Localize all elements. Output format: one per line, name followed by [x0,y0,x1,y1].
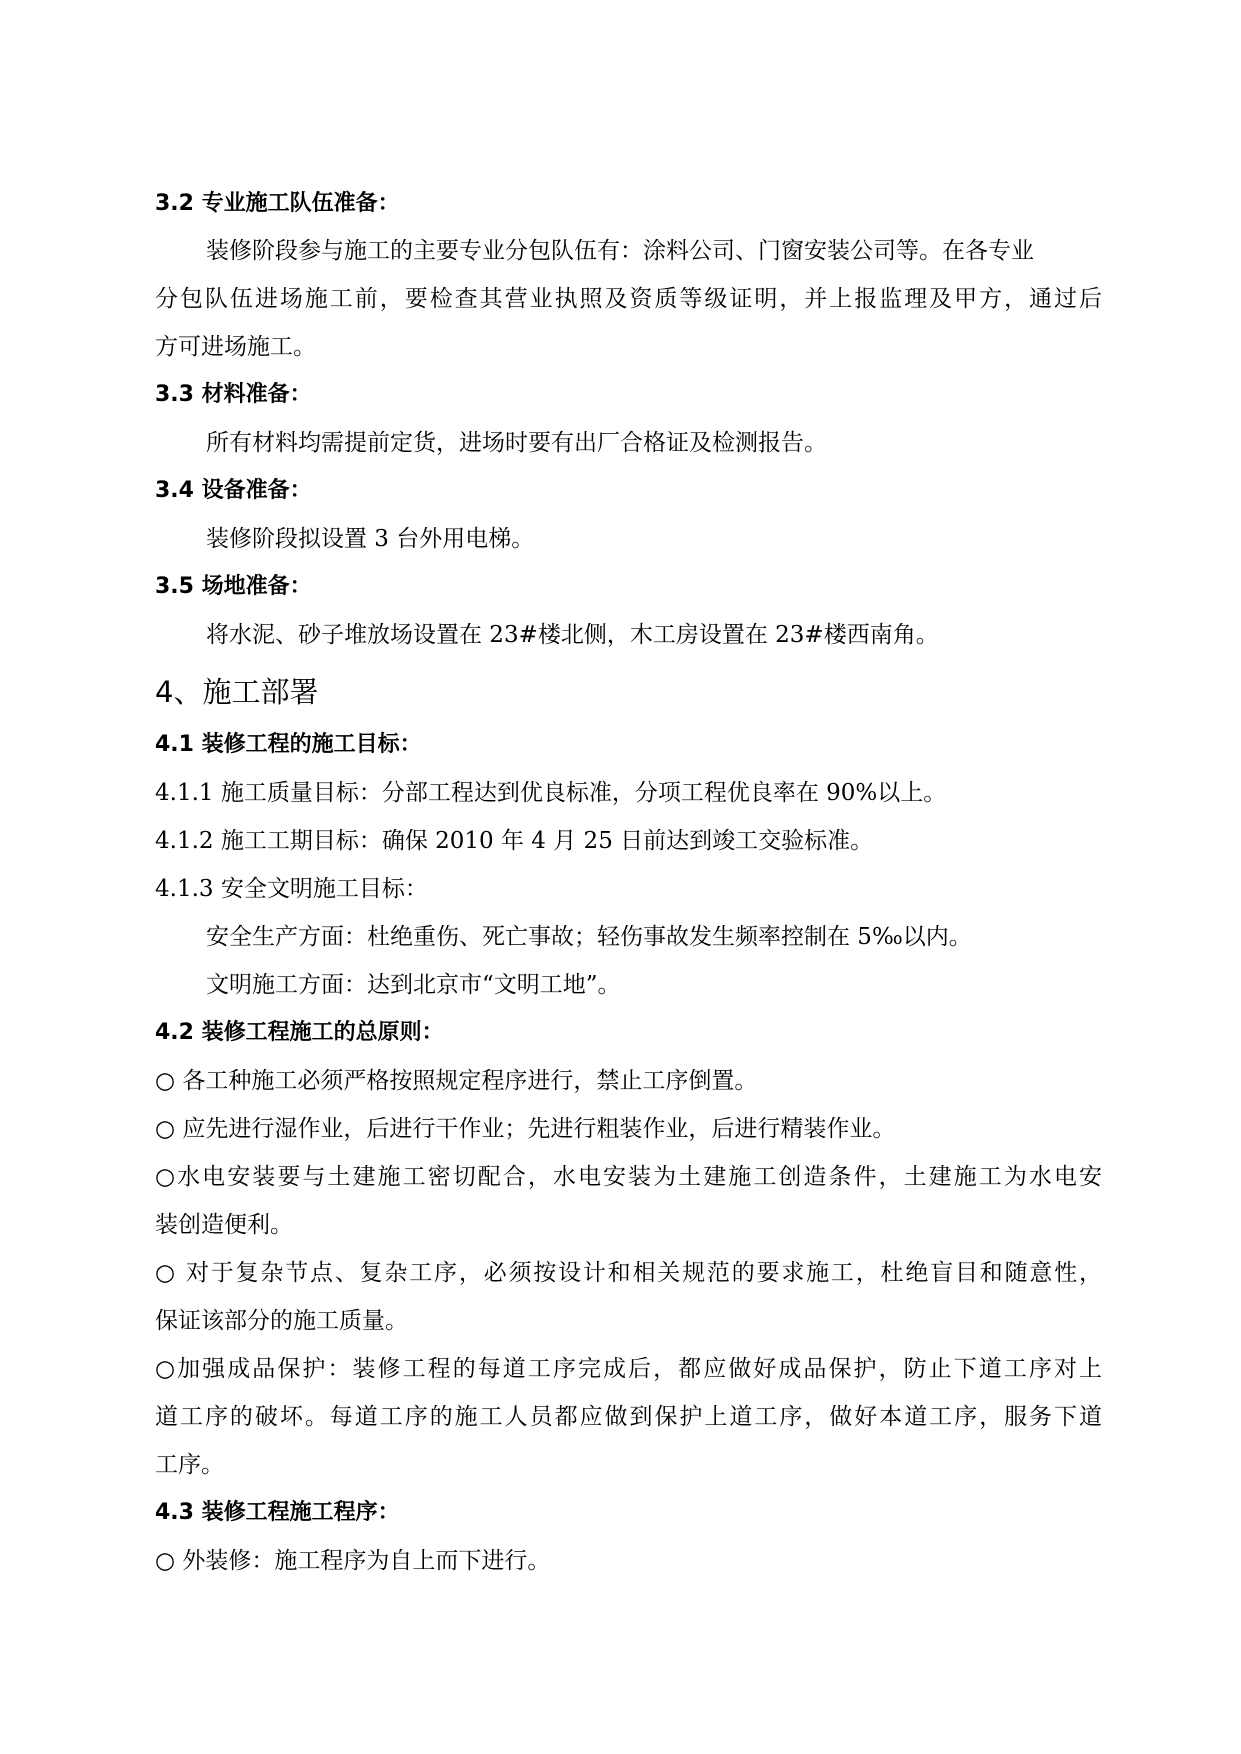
principle-bullet: ○加强成品保护：装修工程的每道工序完成后，都应做好成品保护，防止下道工序对上 [155,1356,1102,1382]
section-4-1-1-item: 4.1.1 施工质量目标：分部工程达到优良标准，分项工程优良率在 90%以上。 [155,780,947,806]
principle-bullet-continuation: 保证该部分的施工质量。 [155,1308,408,1334]
principle-bullet: ○水电安装要与土建施工密切配合，水电安装为土建施工创造条件，土建施工为水电安 [155,1164,1102,1190]
section-3-2-paragraph-line: 分包队伍进场施工前，要检查其营业执照及资质等级证明，并上报监理及甲方，通过后 [155,286,1102,312]
section-4-1-3-item: 4.1.3 安全文明施工目标： [155,876,428,902]
section-3-4-paragraph: 装修阶段拟设置 3 台外用电梯。 [206,526,535,552]
principle-bullet: ○ 对于复杂节点、复杂工序，必须按设计和相关规范的要求施工，杜绝盲目和随意性， [155,1260,1102,1286]
principle-bullet: ○ 应先进行湿作业，后进行干作业；先进行粗装作业，后进行精装作业。 [155,1116,896,1142]
section-3-5-paragraph: 将水泥、砂子堆放场设置在 23#楼北侧，木工房设置在 23#楼西南角。 [206,622,939,648]
section-3-5-heading: 3.5 场地准备： [155,574,312,599]
safety-target-line: 安全生产方面：杜绝重伤、死亡事故；轻伤事故发生频率控制在 5‰以内。 [206,924,972,950]
section-3-3-paragraph: 所有材料均需提前定货，进场时要有出厂合格证及检测报告。 [206,430,827,456]
section-4-2-heading: 4.2 装修工程施工的总原则： [155,1020,444,1045]
procedure-bullet: ○ 外装修：施工程序为自上而下进行。 [155,1548,551,1574]
section-4-heading: 4、施工部署 [155,675,319,709]
section-3-2-paragraph-line: 装修阶段参与施工的主要专业分包队伍有：涂料公司、门窗安装公司等。在各专业 [206,238,1034,264]
principle-bullet-continuation: 工序。 [155,1452,224,1478]
civilized-target-line: 文明施工方面：达到北京市“文明工地”。 [206,972,621,998]
principle-bullet-continuation: 道工序的破坏。每道工序的施工人员都应做到保护上道工序，做好本道工序，服务下道 [155,1404,1102,1430]
section-3-4-heading: 3.4 设备准备： [155,478,312,503]
section-4-1-heading: 4.1 装修工程的施工目标： [155,732,422,757]
principle-bullet-continuation: 装创造便利。 [155,1212,293,1238]
section-4-1-2-item: 4.1.2 施工工期目标：确保 2010 年 4 月 25 日前达到竣工交验标准。 [155,828,874,854]
section-4-3-heading: 4.3 装修工程施工程序： [155,1500,400,1525]
section-3-2-paragraph-line: 方可进场施工。 [155,334,316,360]
principle-bullet: ○ 各工种施工必须严格按照规定程序进行，禁止工序倒置。 [155,1068,758,1094]
section-3-3-heading: 3.3 材料准备： [155,382,312,407]
section-3-2-heading: 3.2 专业施工队伍准备： [155,191,400,216]
